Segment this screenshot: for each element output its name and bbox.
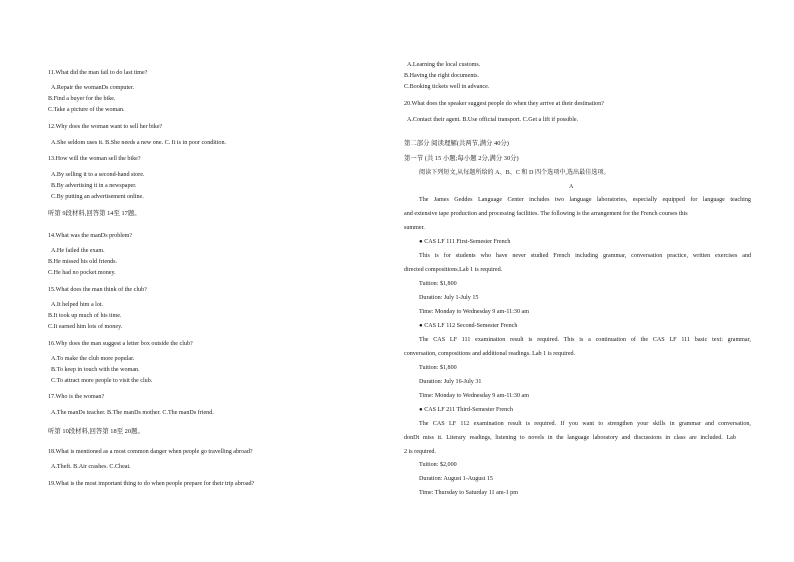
right-line: summer. <box>404 225 425 231</box>
left-line: 17.Who is the woman? <box>48 394 105 400</box>
right-line: C.Booking tickets well in advance. <box>404 84 490 90</box>
left-line: 12.Why does the woman want to sell her bike? <box>48 124 163 130</box>
right-line: A.Contact their agent. B.Use official transport. C.Get a lift if possible. <box>407 117 579 123</box>
right-line: Tuition: $1,800 <box>419 365 457 371</box>
right-line: Time: Thursday to Saturday 11 am-1 pm <box>419 490 518 496</box>
right-line: 2 is required. <box>404 449 436 455</box>
right-line: Duration: July 16-July 31 <box>419 379 482 385</box>
right-line: A.Learning the local customs. <box>407 62 481 68</box>
right-line: Duration: August 1-August 15 <box>419 476 493 482</box>
left-line: 听第 9段材料,回答第 14至 17题。 <box>48 210 141 217</box>
right-line: Tuition: $2,000 <box>419 462 457 468</box>
left-line: 19.What is the most important thing to do when people prepare for their trip abroad? <box>48 481 255 487</box>
left-line: C.By putting an advertisement online. <box>51 194 144 200</box>
left-line: A.He failed the exam. <box>51 248 105 254</box>
right-line: donDt miss it. Literary readings, listening to novels in the language laboratory and discussions in class are included. Lab <box>404 435 736 441</box>
right-line: 20.What does the speaker suggest people do when they arrive at their destination? <box>404 101 604 107</box>
left-line: A.Theft. B.Air crashes. C.Cheat. <box>51 464 131 470</box>
right-line: conversation, compositions and additional readings. Lab 1 is required. <box>404 351 576 357</box>
right-line: The James Geddes Language Center includes two language laboratories, especially equipped for language teaching <box>419 197 751 203</box>
left-line: A.By selling it to a second-hand store. <box>51 172 145 178</box>
right-line: Time: Monday to Wednesday 9 am-11:30 am <box>419 393 529 399</box>
left-line: 16.Why does the man suggest a letter box outside the club? <box>48 341 193 347</box>
left-line: C.It earned him lots of money. <box>48 324 123 330</box>
left-line: 听第 10段材料,回答第 18至 20题。 <box>48 428 144 435</box>
right-line: and extensive tape production and processing facilities. The following is the arrangement for the French courses this <box>404 211 688 217</box>
right-line: The CAS LF 112 examination result is required. If you want to strengthen your skills in grammar and conversation, <box>419 421 751 427</box>
left-line: A.It helped him a lot. <box>51 302 104 308</box>
right-line: directed compositions.Lab 1 is required. <box>404 267 503 273</box>
left-line: A.To make the club more popular. <box>51 356 135 362</box>
right-line: The CAS LF 111 examination result is required. This is a continuation of the CAS LF 111 basic text: grammar, <box>419 337 751 343</box>
left-line: C.He had no pocket money. <box>48 270 116 276</box>
left-line: 13.How will the woman sell the bike? <box>48 156 141 162</box>
left-line: C.Take a picture of the woman. <box>48 107 125 113</box>
left-line: B.By advertising it in a newspaper. <box>51 183 137 189</box>
right-line: A <box>569 184 574 190</box>
left-line: B.He missed his old friends. <box>48 259 118 265</box>
right-line: Time: Monday to Wednesday 9 am-11:30 am <box>419 309 529 315</box>
left-line: C.To attract more people to visit the club. <box>51 378 153 384</box>
left-line: 14.What was the manDs problem? <box>48 233 133 239</box>
right-line: 阅读下列短文,从每题所给的 A、B、C 和 D 四个选项中,选出最佳选项。 <box>419 170 610 176</box>
left-line: B.To keep in touch with the woman. <box>51 367 140 373</box>
left-line: B.It took up much of his time. <box>48 313 122 319</box>
right-line: ● CAS LF 111 First-Semester French <box>419 239 511 245</box>
left-line: A.She seldom uses it. B.She needs a new one. C. It is in poor condition. <box>51 140 227 146</box>
right-line: Duration: July 1-July 15 <box>419 295 479 301</box>
right-line: ● CAS LF 211 Third-Semester French <box>419 407 513 413</box>
right-line: This is for students who have never studied French including grammar, conversation practice, written exercises and <box>419 253 752 259</box>
left-line: 11.What did the man fail to do last time? <box>48 70 148 76</box>
left-line: 15.What does the man think of the club? <box>48 287 147 293</box>
left-line: 18.What is mentioned as a most common danger when people go travelling abroad? <box>48 449 253 455</box>
right-line: B.Having the right documents. <box>404 73 479 79</box>
left-line: B.Find a buyer for the bike. <box>48 96 116 102</box>
right-line: Tuition: $1,800 <box>419 281 457 287</box>
right-line: ● CAS LF 112 Second-Semester French <box>419 323 518 329</box>
left-line: A.Repair the womanDs computer. <box>51 85 135 91</box>
right-line: 第一节 (共 15 小题;每小题 2分,满分 30分) <box>404 155 519 162</box>
right-line: 第二部分 阅读理解(共两节,满分 40分) <box>404 140 509 147</box>
left-line: A.The manDs teacher. B.The manDs mother. C.The manDs friend. <box>51 410 214 416</box>
